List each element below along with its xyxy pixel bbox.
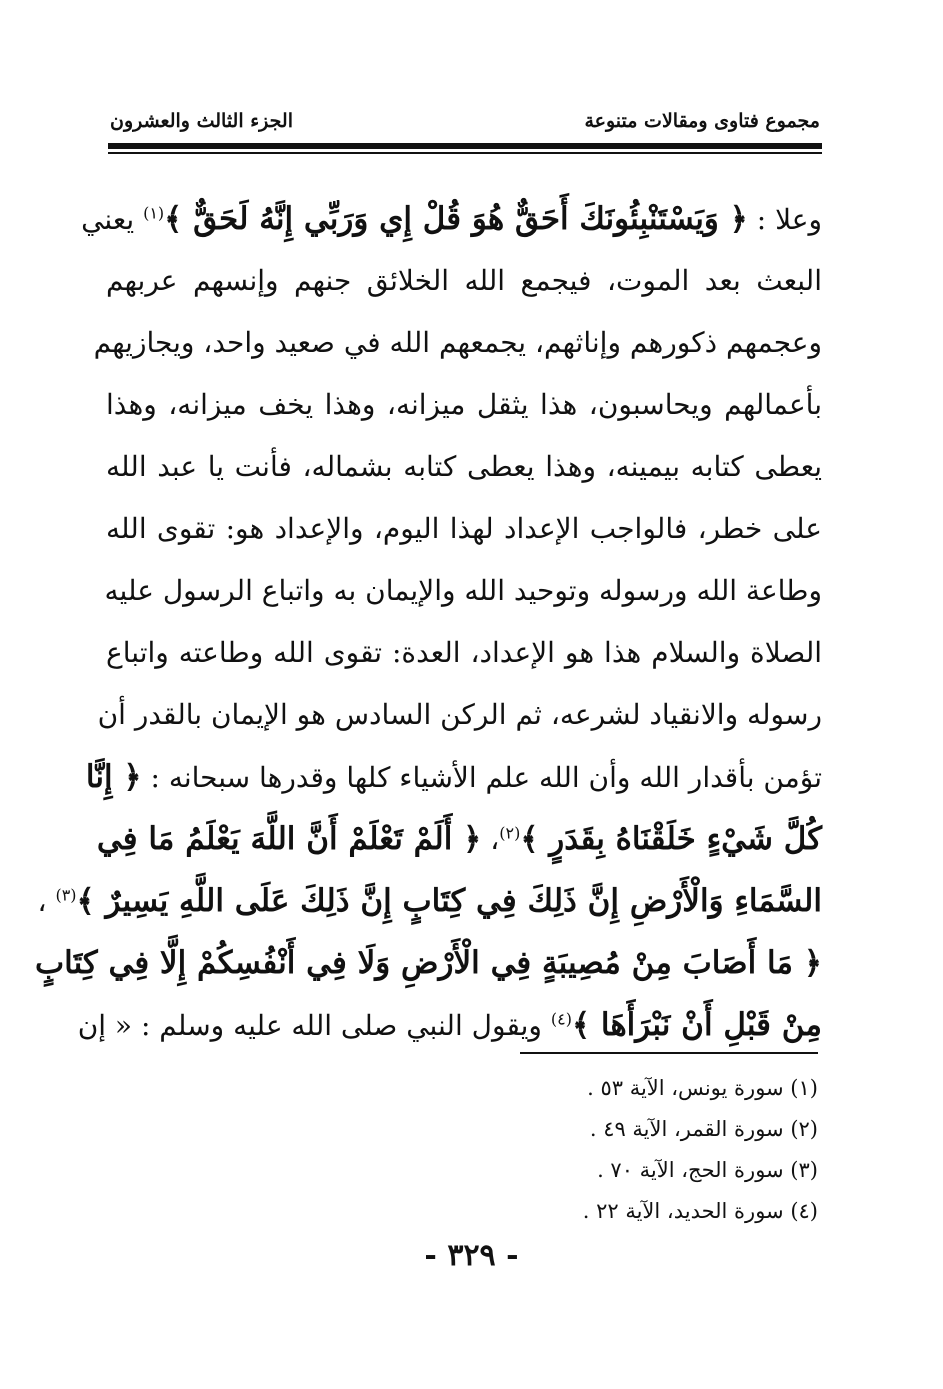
text-line <box>97 684 822 746</box>
text-line <box>106 436 822 498</box>
volume-title: الجزء الثالث والعشرون <box>110 110 293 132</box>
text-line <box>93 312 822 374</box>
footnote-reference: (١) <box>143 203 165 223</box>
body-text-segment: البعث بعد الموت، فيجمع الله الخلائق جنهم وإنسهم عربهم <box>106 264 822 297</box>
text-line <box>106 622 822 684</box>
header-rule-thick <box>108 143 822 149</box>
quran-verse: السَّمَاءِ وَالْأَرْضِ إِنَّ ذَلِكَ فِي كِتَابٍ إِنَّ ذَلِكَ عَلَى اللَّهِ يَسِيرٌ ﴾ <box>76 883 822 919</box>
quran-verse: ﴿ وَيَسْتَنْبِئُونَكَ أَحَقٌّ هُوَ قُلْ إِي وَرَبِّي إِنَّهُ لَحَقٌّ ﴾ <box>164 201 748 237</box>
footnote-reference: (٤) <box>550 1009 572 1029</box>
body-text-segment: يعني <box>81 203 144 236</box>
footnote: (٣) سورة الحج، الآية ٧٠ . <box>597 1158 818 1182</box>
body-text-segment: وعجمهم ذكورهم وإناثهم، يجمعهم الله في صعيد واحد، ويجازيهم <box>93 326 822 359</box>
text-line <box>106 498 822 560</box>
quran-verse: ﴿ أَلَمْ تَعْلَمْ أَنَّ اللَّهَ يَعْلَمُ مَا فِي <box>96 821 482 857</box>
running-header <box>110 110 820 140</box>
body-text-segment: ويقول النبي صلى الله عليه وسلم : « إن <box>77 1009 551 1042</box>
footnote-divider <box>520 1052 818 1054</box>
text-line <box>106 374 822 436</box>
book-title: مجموع فتاوى ومقالات متنوعة <box>584 110 820 132</box>
body-text <box>34 188 822 1056</box>
text-line <box>77 994 822 1056</box>
footnote: (٢) سورة القمر، الآية ٤٩ . <box>589 1117 818 1141</box>
quran-verse: ﴿ مَا أَصَابَ مِنْ مُصِيبَةٍ فِي الْأَرْضِ وَلَا فِي أَنْفُسِكُمْ إِلَّا فِي كِتَابٍ <box>34 945 822 981</box>
quran-verse: مِنْ قَبْلِ أَنْ نَبْرَأَهَا ﴾ <box>571 1007 822 1043</box>
body-text-segment: الصلاة والسلام هذا هو الإعداد، العدة: تقوى الله وطاعته واتباع <box>106 636 822 669</box>
text-line <box>37 870 822 932</box>
body-text-segment: ، <box>37 885 56 918</box>
footnotes <box>420 1068 818 1232</box>
body-text-segment: رسوله والانقياد لشرعه، ثم الركن السادس هو الإيمان بالقدر أن <box>97 698 822 731</box>
text-line <box>106 560 822 622</box>
footnote-reference: (٣) <box>55 885 77 905</box>
text-line <box>34 932 822 994</box>
body-text-segment: وطاعة الله ورسوله وتوحيد الله والإيمان به واتباع الرسول عليه <box>104 574 822 607</box>
body-text-segment: تؤمن بأقدار الله وأن الله علم الأشياء كلها وقدرها سبحانه : <box>141 761 822 794</box>
text-line <box>96 808 822 870</box>
text-line <box>85 746 822 808</box>
footnote-reference: (٢) <box>499 823 521 843</box>
header-rule-thin <box>108 152 822 154</box>
text-line <box>106 250 822 312</box>
page-number: - ٣٢٩ - <box>424 1238 519 1273</box>
body-text-segment: على خطر، فالواجب الإعداد لهذا اليوم، والإعداد هو: تقوى الله <box>106 512 822 545</box>
footnote: (١) سورة يونس، الآية ٥٣ . <box>587 1076 818 1100</box>
body-text-segment: يعطى كتابه بيمينه، وهذا يعطى كتابه بشماله، فأنت يا عبد الله <box>106 450 822 483</box>
footnote: (٤) سورة الحديد، الآية ٢٢ . <box>582 1199 818 1223</box>
body-text-segment: بأعمالهم ويحاسبون، هذا يثقل ميزانه، وهذا يخف ميزانه، وهذا <box>106 388 822 421</box>
body-text-segment: ، <box>481 823 500 856</box>
quran-verse: ﴿ إِنَّا <box>85 759 142 795</box>
body-text-segment: وعلا : <box>747 203 822 236</box>
quran-verse: كُلَّ شَيْءٍ خَلَقْنَاهُ بِقَدَرٍ ﴾ <box>520 821 822 857</box>
text-line <box>81 188 822 250</box>
